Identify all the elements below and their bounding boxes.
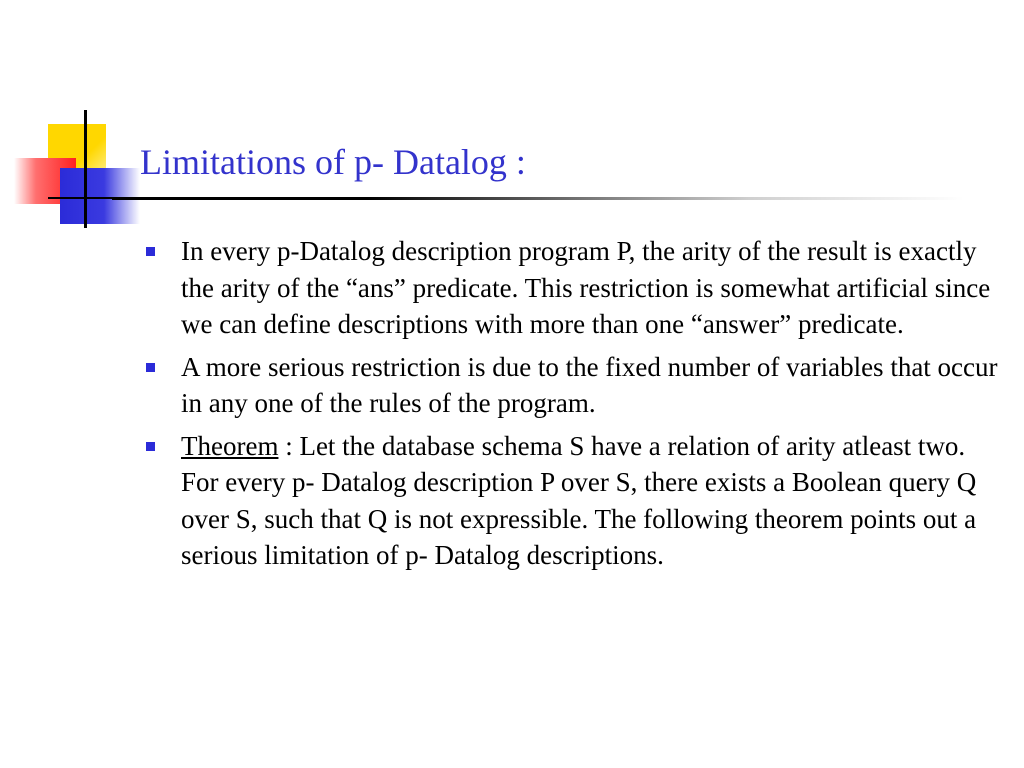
title-underline-rule: [112, 197, 964, 200]
bullet-text: : Let the database schema S have a relation of arity atleast two. For every p- Datalog description P over S, there exists a Boolean query Q over S, such that Q is not expressible. The following theorem points out a serious limitation of p- Datalog descriptions.: [181, 430, 977, 570]
bullet-item-2: [140, 349, 1000, 422]
bullet-item-3: [140, 428, 1000, 574]
bullet-list: [140, 233, 1000, 580]
vertical-line: [84, 110, 87, 228]
bullet-square-icon: [146, 363, 155, 372]
bullet-square-icon: [146, 247, 155, 256]
theorem-label: Theorem: [181, 430, 279, 461]
bullet-square-icon: [146, 442, 155, 451]
slide-title: Limitations of p- Datalog :: [140, 142, 526, 182]
bullet-text: A more serious restriction is due to the fixed number of variables that occur in any one of the rules of the program.: [181, 351, 998, 418]
bullet-text: In every p-Datalog description program P, the arity of the result is exactly the arity of the “ans” predicate. This restriction is somewhat artificial since we can define descriptions with more than one “answer” predicate.: [181, 236, 991, 339]
blue-square: [60, 168, 140, 224]
bullet-item-1: [140, 233, 1000, 343]
decorative-logo: [0, 0, 140, 240]
